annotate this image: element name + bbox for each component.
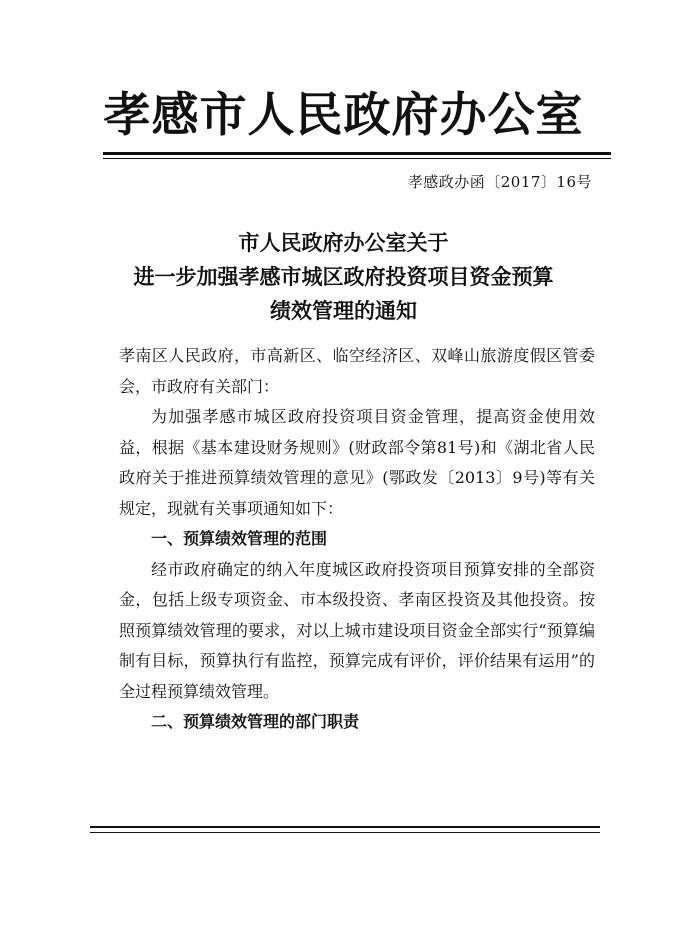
recipients-paragraph: 孝南区人民政府，市高新区、临空经济区、双峰山旅游度假区管委会，市政府有关部门：: [119, 346, 595, 396]
notice-body: [119, 341, 595, 738]
notice-title-line-1: 市人民政府办公室关于: [238, 230, 449, 255]
document-number: 孝感政办函〔2017〕16号: [407, 173, 592, 191]
office-header-title: 孝感市人民政府办公室: [103, 88, 584, 143]
section-2-heading: 二、预算绩效管理的部门职责: [151, 712, 360, 731]
section-1-heading: 一、预算绩效管理的范围: [151, 529, 328, 548]
header-rule-thick: [103, 152, 611, 155]
footer-rule-thin: [90, 832, 600, 833]
notice-title-line-2: 进一步加强孝感市城区政府投资项目资金预算: [133, 264, 554, 289]
header-rule-thin: [103, 158, 611, 159]
footer-rule-thick: [90, 826, 600, 828]
intro-paragraph: 为加强孝感市城区政府投资项目资金管理，提高资金使用效益，根据《基本建设财务规则》(财政部令第81号)和《湖北省人民政府关于推进预算绩效管理的意见》(鄂政发〔2013〕9号)等有关规定，现就有关事项通知如下：: [119, 407, 595, 518]
section-1-paragraph: 经市政府确定的纳入年度城区政府投资项目预算安排的全部资金，包括上级专项资金、市本级投资、孝南区投资及其他投资。按照预算绩效管理的要求，对以上城市建设项目资金全部实行“预算编制有目标，预算执行有监控，预算完成有评价，评价结果有运用”的全过程预算绩效管理。: [119, 559, 595, 701]
notice-title: [0, 226, 687, 328]
notice-title-line-3: 绩效管理的通知: [270, 298, 417, 323]
